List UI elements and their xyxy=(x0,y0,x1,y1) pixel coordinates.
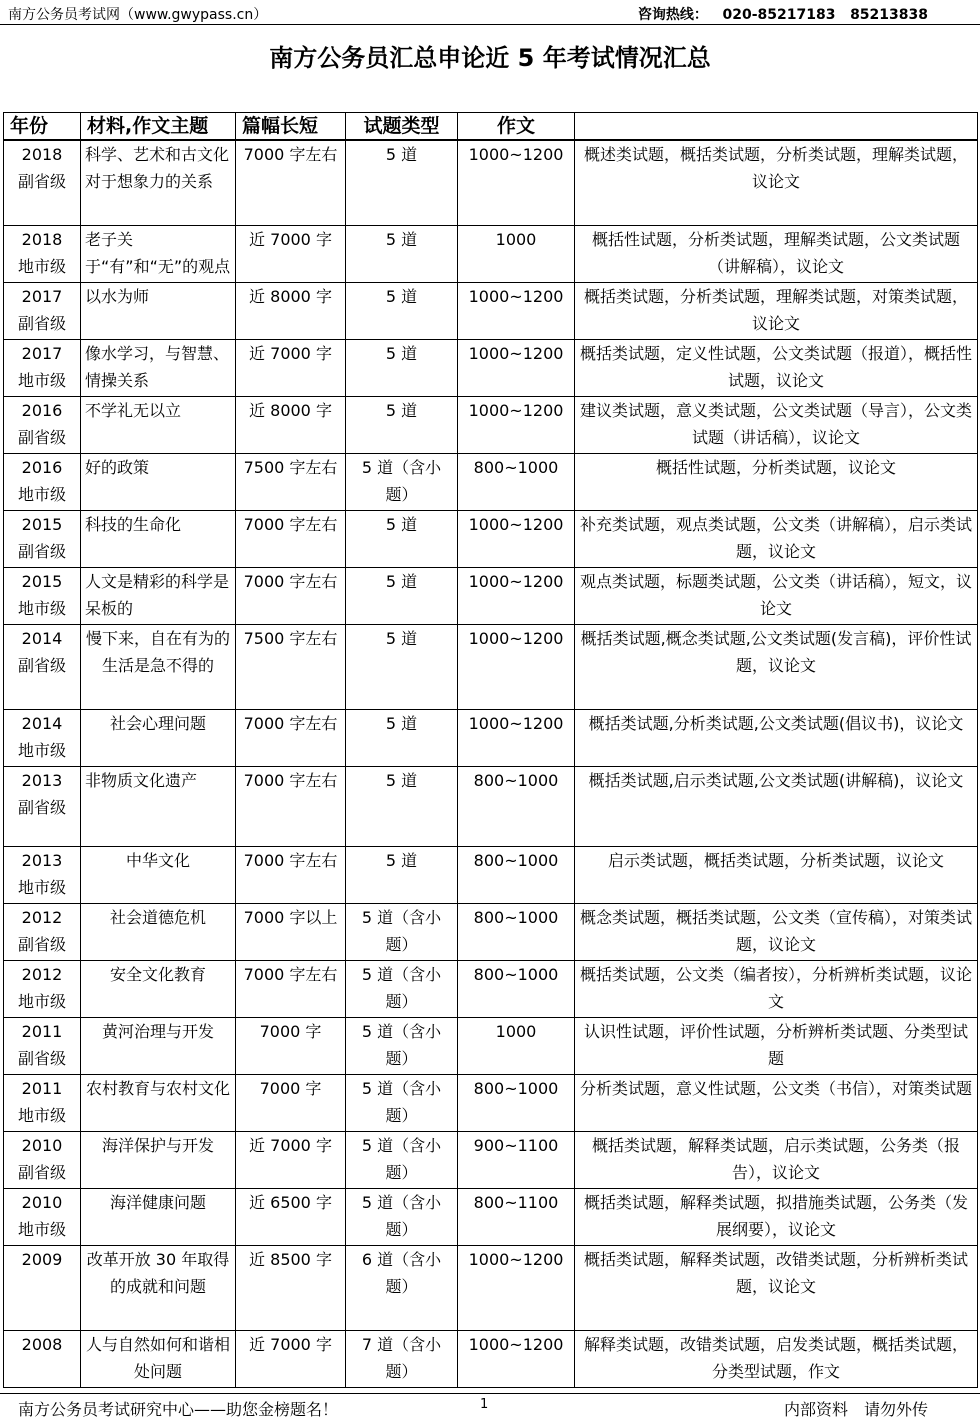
year-cell xyxy=(4,1330,81,1387)
length-cell: 7000 字 xyxy=(236,1017,346,1074)
essay-cell: 800~1000 xyxy=(458,453,575,510)
types-cell: 概括性试题，分析类试题，议论文 xyxy=(575,453,978,510)
header-detail xyxy=(575,113,978,141)
length-cell: 7500 字左右 xyxy=(236,624,346,709)
questions-cell: 5 道 xyxy=(346,510,458,567)
essay-cell: 1000~1200 xyxy=(458,339,575,396)
row-year: 2013 xyxy=(21,850,63,870)
types-cell: 概括类试题,启示类试题,公文类试题(讲解稿)，议论文 xyxy=(575,766,978,846)
theme-cell: 海洋保护与开发 xyxy=(81,1131,236,1188)
theme-cell: 安全文化教育 xyxy=(81,960,236,1017)
footer-divider xyxy=(0,1393,980,1394)
essay-cell: 1000~1200 xyxy=(458,396,575,453)
table-row xyxy=(4,766,978,846)
row-year: 2011 xyxy=(21,1078,63,1098)
table-row xyxy=(4,1188,978,1245)
header-length: 篇幅长短 xyxy=(236,113,346,141)
theme-cell: 社会心理问题 xyxy=(81,709,236,766)
length-cell: 7000 字左右 xyxy=(236,709,346,766)
hotline-phone-2: 85213838 xyxy=(850,7,928,23)
theme-cell: 以水为师 xyxy=(81,282,236,339)
year-cell xyxy=(4,766,81,846)
year-cell xyxy=(4,453,81,510)
essay-cell: 1000~1200 xyxy=(458,140,575,225)
theme-cell: 人文是精彩的科学是呆板的 xyxy=(81,567,236,624)
row-level: 副省级 xyxy=(17,655,66,675)
row-year: 2009 xyxy=(21,1249,63,1269)
essay-cell: 1000 xyxy=(458,1017,575,1074)
length-cell: 近 7000 字 xyxy=(236,225,346,282)
questions-cell: 5 道（含小题） xyxy=(346,903,458,960)
types-cell: 概述类试题，概括类试题，分析类试题，理解类试题，议论文 xyxy=(575,140,978,225)
table-row xyxy=(4,903,978,960)
theme-cell: 非物质文化遗产 xyxy=(81,766,236,846)
length-cell: 7000 字左右 xyxy=(236,766,346,846)
year-cell xyxy=(4,709,81,766)
theme-cell: 科技的生命化 xyxy=(81,510,236,567)
row-year: 2017 xyxy=(21,286,63,306)
essay-cell: 900~1100 xyxy=(458,1131,575,1188)
row-year: 2012 xyxy=(21,907,63,927)
table-row xyxy=(4,339,978,396)
essay-cell: 1000~1200 xyxy=(458,510,575,567)
theme-cell: 好的政策 xyxy=(81,453,236,510)
row-year: 2011 xyxy=(21,1021,63,1041)
questions-cell: 5 道（含小题） xyxy=(346,960,458,1017)
length-cell: 7000 字以上 xyxy=(236,903,346,960)
row-level: 地市级 xyxy=(17,1105,66,1125)
questions-cell: 5 道 xyxy=(346,282,458,339)
questions-cell: 5 道（含小题） xyxy=(346,1074,458,1131)
essay-cell: 1000~1200 xyxy=(458,709,575,766)
table-row xyxy=(4,567,978,624)
types-cell: 概括类试题，解释类试题，改错类试题，分析辨析类试题，议论文 xyxy=(575,1245,978,1330)
row-year: 2018 xyxy=(21,229,63,249)
page-title: 南方公务员汇总申论近 5 年考试情况汇总 xyxy=(269,44,711,72)
table-row xyxy=(4,1245,978,1330)
header-question-type: 试题类型 xyxy=(346,113,458,141)
essay-cell: 1000~1200 xyxy=(458,282,575,339)
row-level: 地市级 xyxy=(17,1219,66,1239)
row-level: 地市级 xyxy=(17,877,66,897)
row-level: 副省级 xyxy=(17,541,66,561)
header-year: 年份 xyxy=(4,113,81,141)
questions-cell: 5 道 xyxy=(346,846,458,903)
year-cell xyxy=(4,1074,81,1131)
types-cell: 解释类试题，改错类试题，启发类试题，概括类试题，分类型试题，作文 xyxy=(575,1330,978,1387)
footer-slogan: 南方公务员考试研究中心——助您金榜题名！ xyxy=(18,1400,339,1419)
types-cell: 概括类试题，分析类试题，理解类试题，对策类试题，议论文 xyxy=(575,282,978,339)
essay-cell: 1000~1200 xyxy=(458,1245,575,1330)
types-cell: 补充类试题，观点类试题，公文类（讲解稿），启示类试题，议论文 xyxy=(575,510,978,567)
length-cell: 近 7000 字 xyxy=(236,1330,346,1387)
essay-cell: 800~1000 xyxy=(458,903,575,960)
length-cell: 近 7000 字 xyxy=(236,339,346,396)
questions-cell: 6 道（含小题） xyxy=(346,1245,458,1330)
table-row xyxy=(4,960,978,1017)
length-cell: 近 8000 字 xyxy=(236,282,346,339)
questions-cell: 5 道（含小题） xyxy=(346,1188,458,1245)
year-cell xyxy=(4,1131,81,1188)
year-cell xyxy=(4,1188,81,1245)
types-cell: 概括类试题,概念类试题,公文类试题(发言稿)，评价性试题，议论文 xyxy=(575,624,978,709)
row-level: 副省级 xyxy=(17,797,66,817)
table-row xyxy=(4,140,978,225)
table-row xyxy=(4,282,978,339)
length-cell: 近 6500 字 xyxy=(236,1188,346,1245)
theme-cell: 改革开放 30 年取得的成就和问题 xyxy=(81,1245,236,1330)
header-essay: 作文 xyxy=(458,113,575,141)
types-cell: 概括类试题,分析类试题,公文类试题(倡议书)，议论文 xyxy=(575,709,978,766)
row-level: 副省级 xyxy=(17,1048,66,1068)
row-year: 2015 xyxy=(21,514,63,534)
table-row xyxy=(4,1017,978,1074)
length-cell: 近 8000 字 xyxy=(236,396,346,453)
questions-cell: 5 道 xyxy=(346,766,458,846)
theme-cell: 社会道德危机 xyxy=(81,903,236,960)
header-theme: 材料,作文主题 xyxy=(81,113,236,141)
footer-notice: 内部资料 请勿外传 xyxy=(783,1400,928,1419)
essay-cell: 800~1000 xyxy=(458,846,575,903)
types-cell: 概括类试题，公文类（编者按），分析辨析类试题，议论文 xyxy=(575,960,978,1017)
header-divider xyxy=(0,24,980,25)
table-header-row xyxy=(4,113,978,141)
table-row xyxy=(4,225,978,282)
table-row xyxy=(4,453,978,510)
year-cell xyxy=(4,396,81,453)
row-year: 2018 xyxy=(21,145,63,164)
questions-cell: 7 道（含小题） xyxy=(346,1330,458,1387)
questions-cell: 5 道 xyxy=(346,225,458,282)
theme-cell: 老子关于“有”和“无”的观点 xyxy=(81,225,236,282)
essay-cell: 800~1100 xyxy=(458,1188,575,1245)
table-row xyxy=(4,1074,978,1131)
theme-cell: 不学礼无以立 xyxy=(81,396,236,453)
row-year: 2008 xyxy=(21,1334,63,1354)
essay-cell: 800~1000 xyxy=(458,960,575,1017)
essay-cell: 800~1000 xyxy=(458,766,575,846)
essay-cell: 1000~1200 xyxy=(458,1330,575,1387)
types-cell: 概括类试题，定义性试题，公文类试题（报道），概括性试题，议论文 xyxy=(575,339,978,396)
theme-cell: 黄河治理与开发 xyxy=(81,1017,236,1074)
row-year: 2010 xyxy=(21,1192,63,1212)
row-level: 副省级 xyxy=(17,934,66,954)
row-level: 地市级 xyxy=(17,484,66,504)
row-level: 副省级 xyxy=(17,313,66,333)
row-year: 2010 xyxy=(21,1135,63,1155)
row-level: 地市级 xyxy=(17,740,66,760)
row-level: 副省级 xyxy=(17,172,66,191)
row-level: 地市级 xyxy=(17,256,66,276)
types-cell: 观点类试题，标题类试题，公文类（讲话稿），短文，议论文 xyxy=(575,567,978,624)
theme-cell: 中华文化 xyxy=(81,846,236,903)
length-cell: 7000 字左右 xyxy=(236,846,346,903)
row-level: 地市级 xyxy=(17,598,66,618)
year-cell xyxy=(4,567,81,624)
types-cell: 建议类试题，意义类试题，公文类试题（导言），公文类试题（讲话稿），议论文 xyxy=(575,396,978,453)
types-cell: 概念类试题，概括类试题，公文类（宣传稿），对策类试题，议论文 xyxy=(575,903,978,960)
table-row xyxy=(4,510,978,567)
theme-cell: 农村教育与农村文化 xyxy=(81,1074,236,1131)
hotline-phone-1: 020-85217183 xyxy=(722,7,836,23)
questions-cell: 5 道（含小题） xyxy=(346,453,458,510)
questions-cell: 5 道 xyxy=(346,339,458,396)
table-row xyxy=(4,396,978,453)
row-level: 副省级 xyxy=(17,427,66,447)
year-cell xyxy=(4,140,81,225)
year-cell xyxy=(4,1245,81,1330)
essay-cell: 1000~1200 xyxy=(458,624,575,709)
table-row xyxy=(4,1131,978,1188)
types-cell: 分析类试题，意义性试题，公文类（书信），对策类试题 xyxy=(575,1074,978,1131)
page-number: 1 xyxy=(480,1397,489,1412)
header-site: 南方公务员考试网（www.gwypass.cn） xyxy=(8,7,268,23)
table-row xyxy=(4,1330,978,1387)
hotline-label: 咨询热线： xyxy=(637,7,708,23)
year-cell xyxy=(4,339,81,396)
length-cell: 7000 字左右 xyxy=(236,567,346,624)
types-cell: 启示类试题，概括类试题，分析类试题，议论文 xyxy=(575,846,978,903)
questions-cell: 5 道 xyxy=(346,624,458,709)
row-year: 2012 xyxy=(21,964,63,984)
length-cell: 7000 字左右 xyxy=(236,960,346,1017)
essay-cell: 1000~1200 xyxy=(458,567,575,624)
essay-cell: 1000 xyxy=(458,225,575,282)
row-year: 2016 xyxy=(21,400,63,420)
row-level: 副省级 xyxy=(17,1162,66,1182)
types-cell: 概括性试题，分析类试题，理解类试题，公文类试题（讲解稿），议论文 xyxy=(575,225,978,282)
row-level: 地市级 xyxy=(17,991,66,1011)
row-year: 2017 xyxy=(21,343,63,363)
theme-cell: 海洋健康问题 xyxy=(81,1188,236,1245)
questions-cell: 5 道 xyxy=(346,709,458,766)
types-cell: 概括类试题，解释类试题，拟措施类试题，公务类（发展纲要），议论文 xyxy=(575,1188,978,1245)
row-year: 2016 xyxy=(21,457,63,477)
length-cell: 7000 字 xyxy=(236,1074,346,1131)
year-cell xyxy=(4,1017,81,1074)
length-cell: 7500 字左右 xyxy=(236,453,346,510)
row-level: 地市级 xyxy=(17,370,66,390)
table-row xyxy=(4,846,978,903)
theme-cell: 人与自然如何和谐相处问题 xyxy=(81,1330,236,1387)
length-cell: 近 7000 字 xyxy=(236,1131,346,1188)
table-row xyxy=(4,624,978,709)
year-cell xyxy=(4,510,81,567)
questions-cell: 5 道 xyxy=(346,140,458,225)
questions-cell: 5 道（含小题） xyxy=(346,1017,458,1074)
row-year: 2013 xyxy=(21,770,63,790)
exam-summary-table xyxy=(3,112,978,1388)
row-year: 2015 xyxy=(21,571,63,591)
header-hotline xyxy=(638,4,928,24)
length-cell: 近 8500 字 xyxy=(236,1245,346,1330)
table-body xyxy=(4,140,978,1387)
questions-cell: 5 道 xyxy=(346,567,458,624)
types-cell: 概括类试题，解释类试题，启示类试题，公务类（报告），议论文 xyxy=(575,1131,978,1188)
year-cell xyxy=(4,282,81,339)
year-cell xyxy=(4,903,81,960)
theme-cell: 慢下来，自在有为的生活是急不得的 xyxy=(81,624,236,709)
row-year: 2014 xyxy=(21,713,63,733)
questions-cell: 5 道（含小题） xyxy=(346,1131,458,1188)
year-cell xyxy=(4,846,81,903)
length-cell: 7000 字左右 xyxy=(236,510,346,567)
year-cell xyxy=(4,960,81,1017)
types-cell: 认识性试题，评价性试题，分析辨析类试题、分类型试题 xyxy=(575,1017,978,1074)
theme-cell: 科学、艺术和古文化对于想象力的关系 xyxy=(81,140,236,225)
year-cell xyxy=(4,225,81,282)
table-row xyxy=(4,709,978,766)
length-cell: 7000 字左右 xyxy=(236,140,346,225)
essay-cell: 800~1000 xyxy=(458,1074,575,1131)
year-cell xyxy=(4,624,81,709)
theme-cell: 像水学习，与智慧、情操关系 xyxy=(81,339,236,396)
questions-cell: 5 道 xyxy=(346,396,458,453)
row-year: 2014 xyxy=(21,628,63,648)
